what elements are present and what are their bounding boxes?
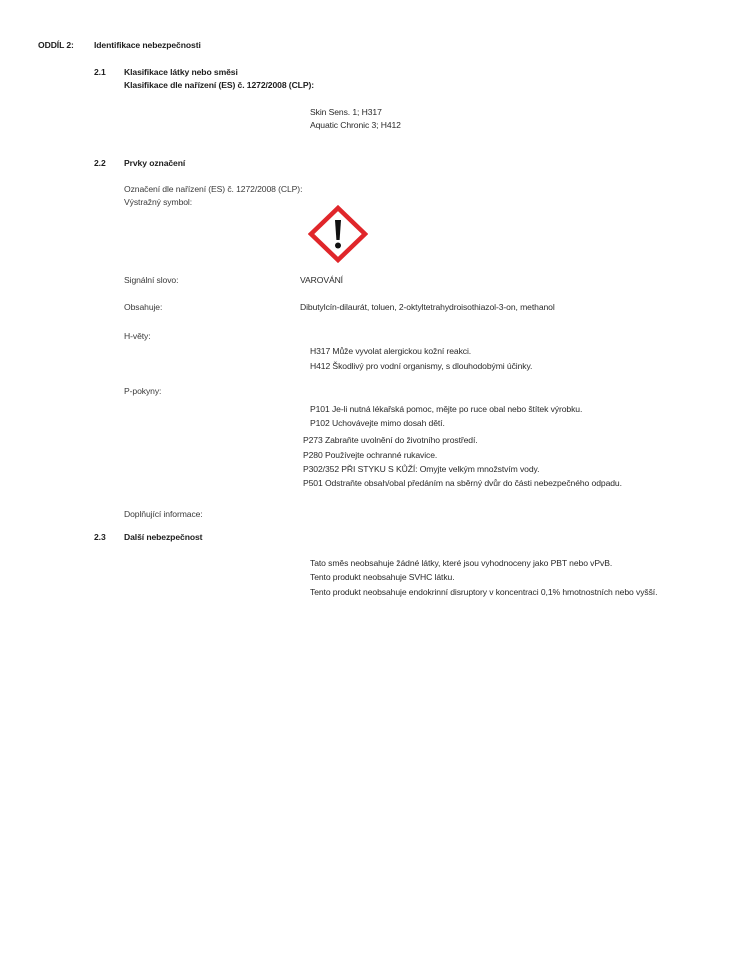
subsection-number-2-3: 2.3	[94, 532, 106, 542]
contains-value: Dibutylcín-dilaurát, toluen, 2-oktyltetrahydroisothiazol-3-on, methanol	[300, 302, 555, 312]
h-statement: H317 Může vyvolat alergickou kožní reakci.	[310, 346, 472, 356]
contains-label: Obsahuje:	[124, 302, 163, 312]
h-statement: H412 Škodlivý pro vodní organismy, s dlouhodobými účinky.	[310, 361, 533, 371]
p-statement: P280 Používejte ochranné rukavice.	[303, 450, 438, 460]
classification-item: Skin Sens. 1; H317	[310, 107, 382, 117]
classification-regulation-heading: Klasifikace dle nařízení (ES) č. 1272/2008 (CLP):	[124, 80, 314, 90]
p-statement: P501 Odstraňte obsah/obal předáním na sběrný dvůr do části nebezpečného odpadu.	[303, 478, 622, 488]
subsection-title-2-1: Klasifikace látky nebo směsi	[124, 67, 238, 77]
other-hazard-line: Tato směs neobsahuje žádné látky, které jsou vyhodnoceny jako PBT nebo vPvB.	[310, 558, 613, 568]
p-statement: P273 Zabraňte uvolnění do životního prostředí.	[303, 435, 478, 445]
hazard-symbol-label: Výstražný symbol:	[124, 197, 193, 207]
classification-item: Aquatic Chronic 3; H412	[310, 120, 401, 130]
subsection-number-2-1: 2.1	[94, 67, 106, 77]
supplemental-info-label: Doplňující informace:	[124, 509, 203, 519]
other-hazard-line: Tento produkt neobsahuje SVHC látku.	[310, 572, 455, 582]
subsection-title-2-2: Prvky označení	[124, 158, 186, 168]
signal-word-value: VAROVÁNÍ	[300, 275, 343, 285]
subsection-number-2-2: 2.2	[94, 158, 106, 168]
other-hazard-line: Tento produkt neobsahuje endokrinní disruptory v koncentraci 0,1% hmotnostních nebo vyšší.	[310, 587, 658, 597]
regulation-label: Označení dle nařízení (ES) č. 1272/2008 (CLP):	[124, 184, 303, 194]
p-statement: P102 Uchovávejte mimo dosah dětí.	[310, 418, 445, 428]
section-label: ODDÍL 2:	[38, 40, 74, 50]
p-statements-label: P-pokyny:	[124, 386, 162, 396]
subsection-title-2-3: Další nebezpečnost	[124, 532, 203, 542]
p-statement: P101 Je-li nutná lékařská pomoc, mějte po ruce obal nebo štítek výrobku.	[310, 404, 583, 414]
section-title: Identifikace nebezpečnosti	[94, 40, 201, 50]
p-statement: P302/352 PŘI STYKU S KŮŽÍ: Omyjte velkým množstvím vody.	[303, 464, 540, 474]
h-statements-label: H-věty:	[124, 331, 151, 341]
signal-word-label: Signální slovo:	[124, 275, 179, 285]
ghs07-exclamation-mark-icon	[308, 205, 368, 263]
